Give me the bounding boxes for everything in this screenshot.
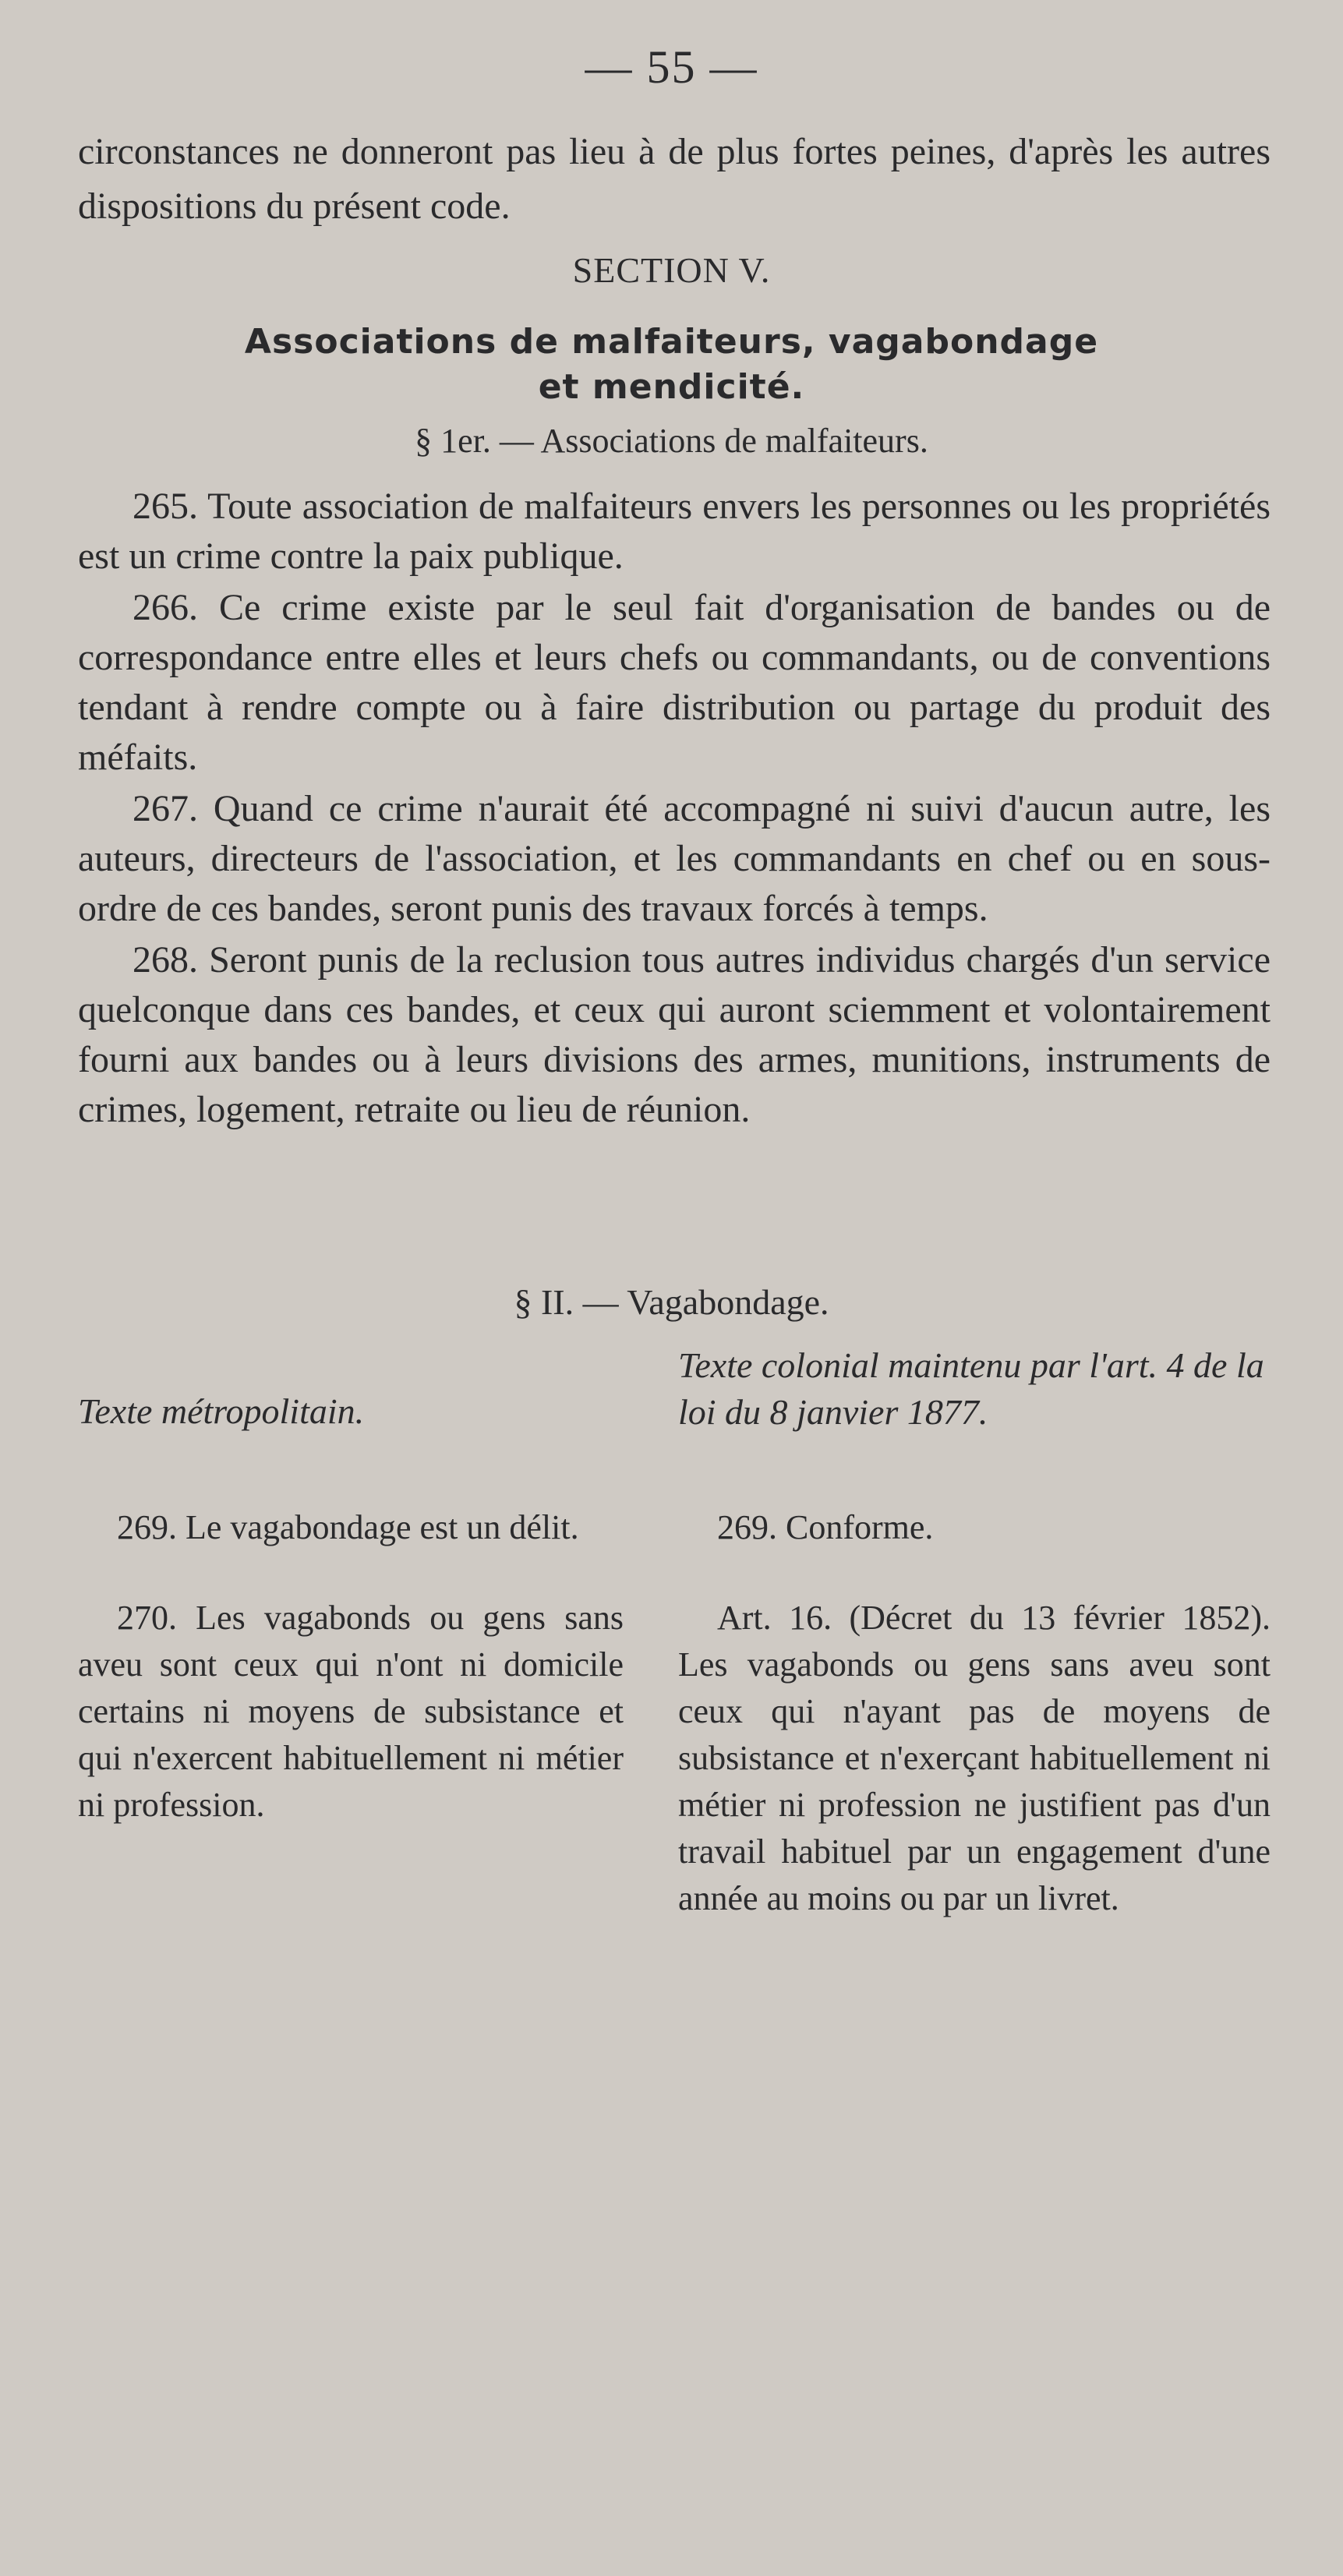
left-article-269: 269. Le vagabondage est un délit. — [117, 1508, 579, 1546]
subsection-heading-2: § II. — Vagabondage. — [514, 1282, 829, 1322]
article-267: 267. Quand ce crime n'aurait été accompagné ni suivi d'aucun autre, les auteurs, directeurs de l'association, et les commandants en chef ou en sous-ordre de ces bandes, seront punis des travaux forcés à temps. — [78, 788, 1271, 929]
page-number: — 55 — — [585, 41, 758, 93]
section-heading-line1: Associations de malfaiteurs, vagabondage — [244, 322, 1099, 362]
articles-list — [78, 482, 1271, 1135]
right-article-269: 269. Conforme. — [717, 1508, 934, 1546]
article-268: 268. Seront punis de la reclusion tous autres individus chargés d'un service quelconque dans ces bandes, et ceux qui auront sciemment et volontairement fourni aux bandes ou à leurs divisions des armes, munitions, instruments de crimes, logement, retraite ou lieu de réunion. — [78, 939, 1271, 1130]
article-265: 265. Toute association de malfaiteurs envers les personnes ou les propriétés est un crime contre la paix publique. — [78, 486, 1271, 577]
column-heading-metropolitan: Texte métropolitain. — [78, 1391, 365, 1431]
column-colonial — [678, 1504, 1271, 1922]
right-article-16: Art. 16. (Décret du 13 février 1852). Les vagabonds ou gens sans aveu sont ceux qui n'ayant pas de moyens de subsistance et n'exerçant habituellement ni métier ni profession ne justifient pas d'un travail habituel par un engagement d'une année au moins ou par un livret. — [678, 1599, 1271, 1917]
subsection-heading-1: § 1er. — Associations de malfaiteurs. — [415, 422, 928, 460]
column-metropolitan — [78, 1504, 624, 1829]
section-heading — [0, 320, 1343, 410]
article-266: 266. Ce crime existe par le seul fait d'organisation de bandes ou de correspondance entre elles et leurs chefs ou commandants, ou de conventions tendant à rendre compte ou à faire distribution ou partage du produit des méfaits. — [78, 587, 1271, 778]
column-heading-colonial: Texte colonial maintenu par l'art. 4 de la loi du 8 janvier 1877. — [678, 1345, 1264, 1432]
left-article-270: 270. Les vagabonds ou gens sans aveu sont ceux qui n'ont ni domicile certains ni moyens de subsistance et qui n'exercent habituellement ni métier ni profession. — [78, 1599, 624, 1824]
section-heading-line2: et mendicité. — [538, 367, 805, 407]
intro-paragraph: circonstances ne donneront pas lieu à de plus fortes peines, d'après les autres dispositions du présent code. — [78, 131, 1271, 227]
section-title: SECTION V. — [572, 250, 771, 290]
